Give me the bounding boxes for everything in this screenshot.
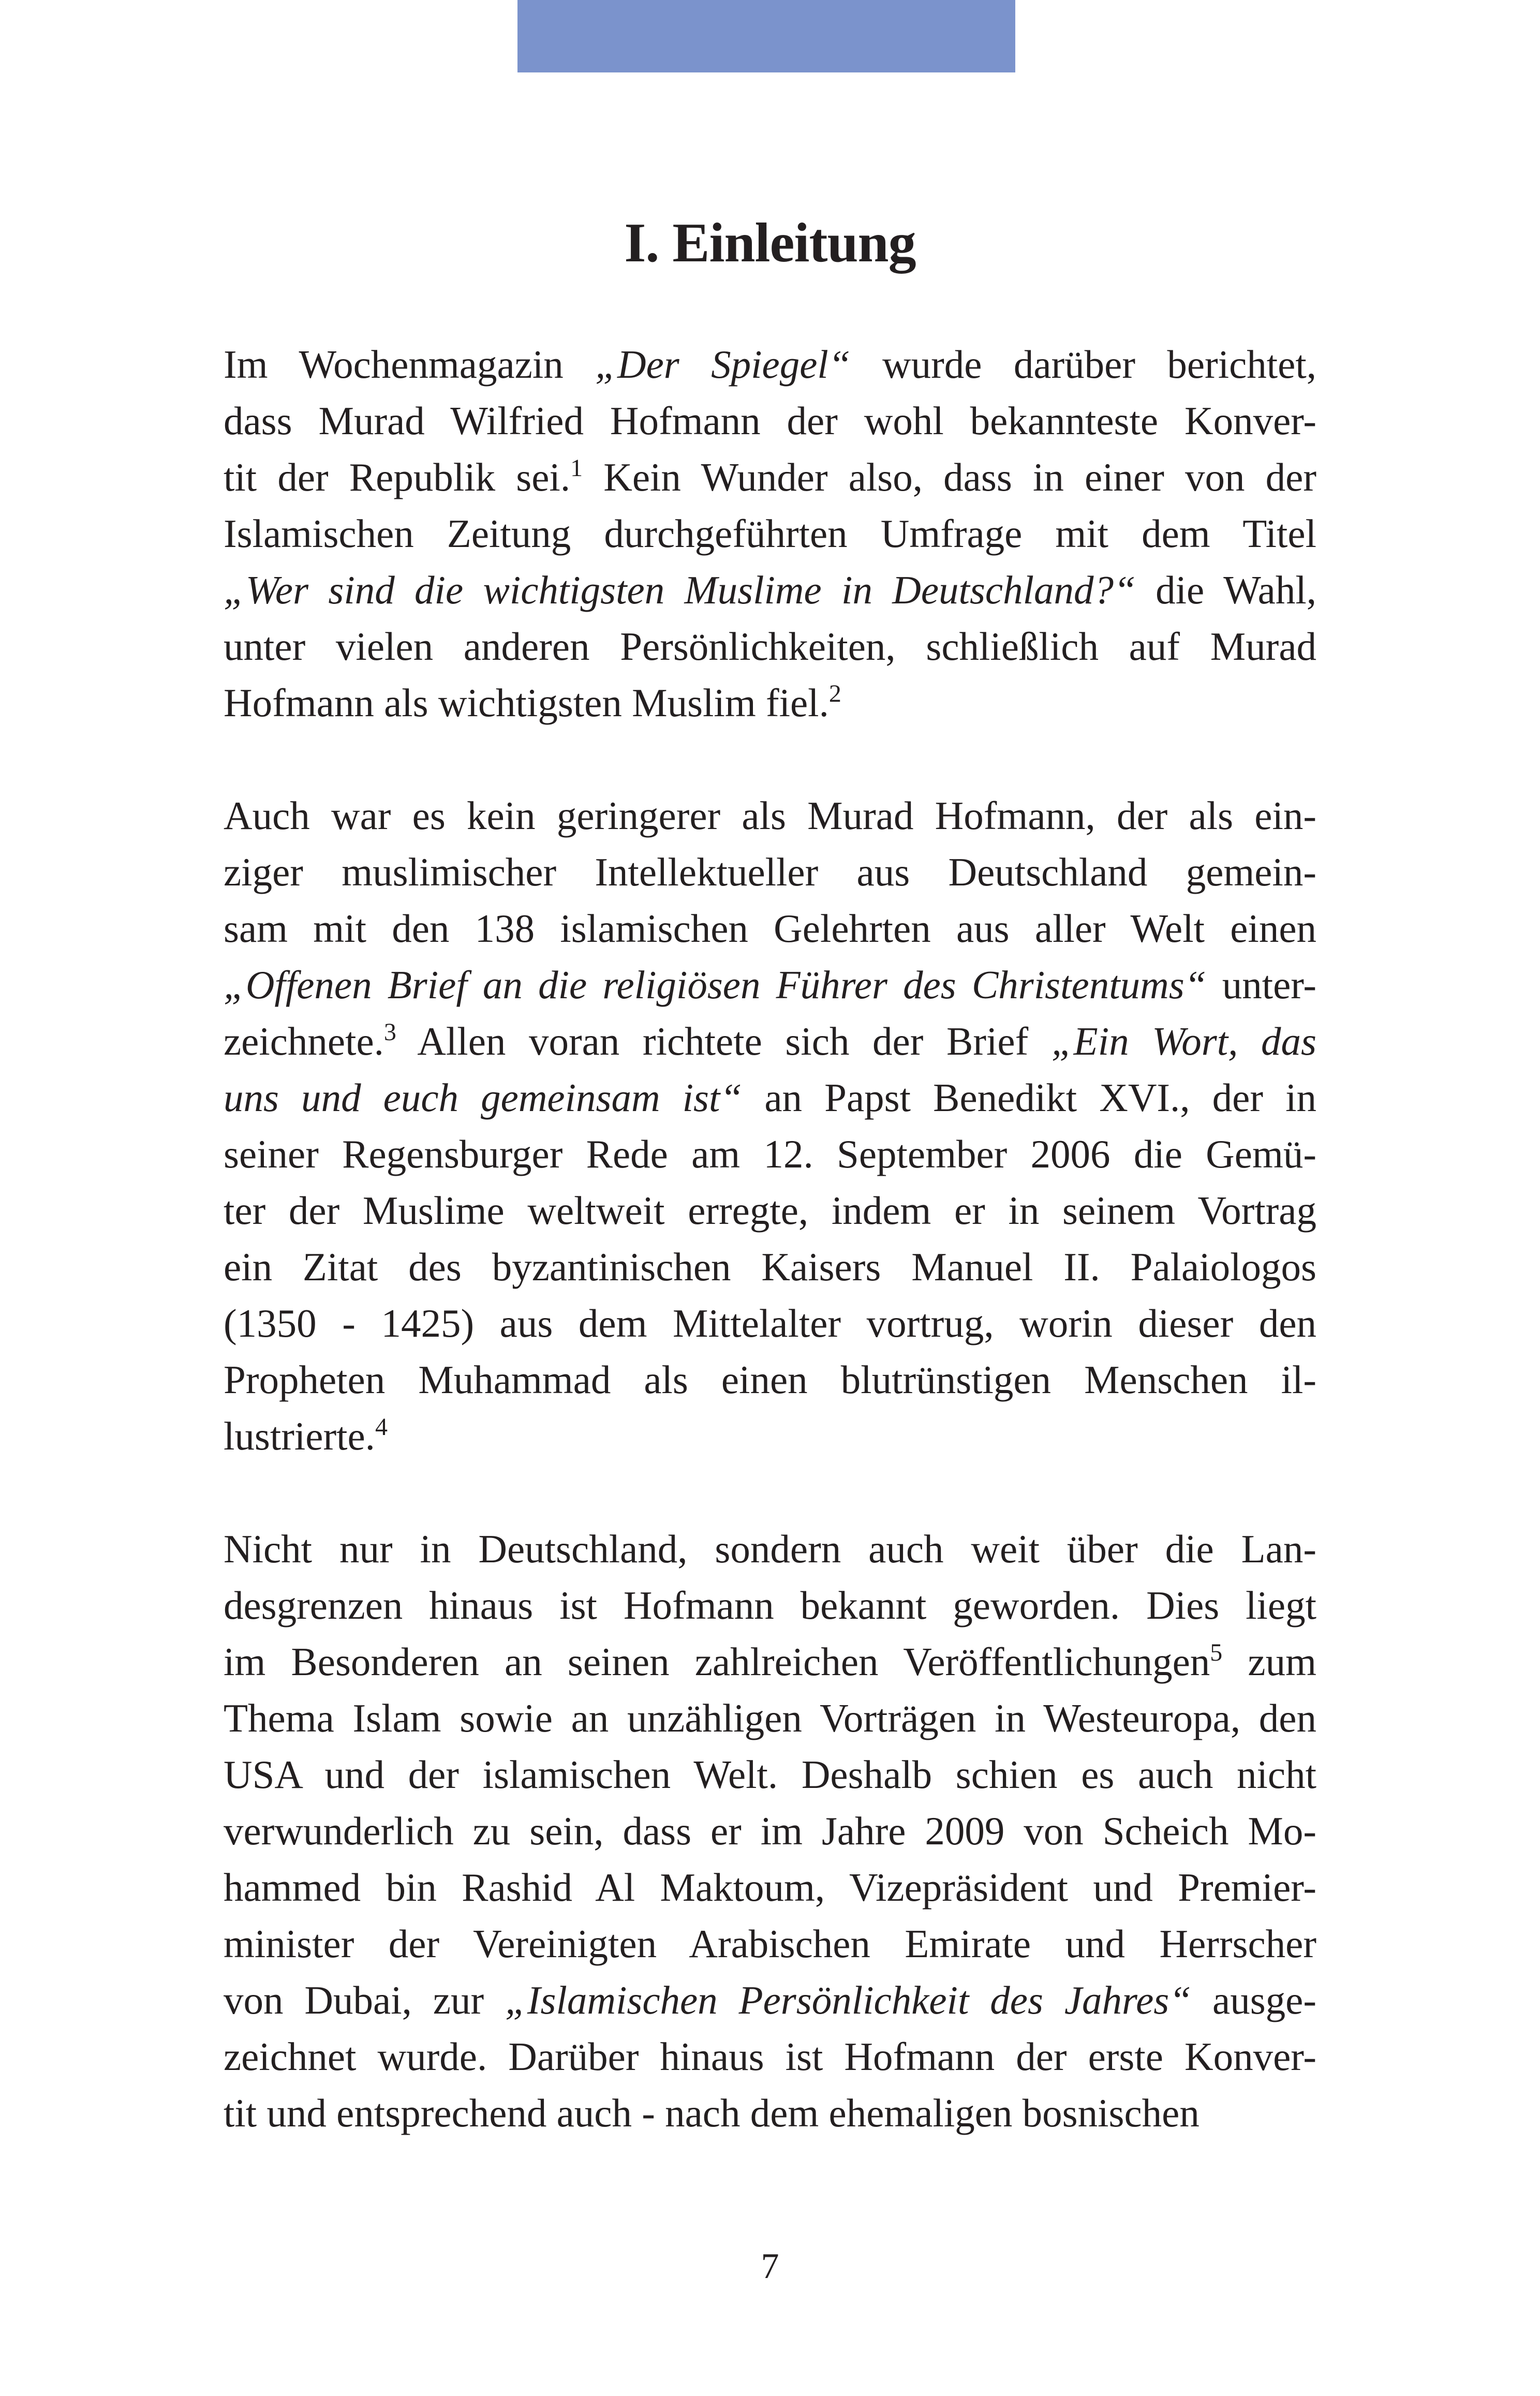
text-line bbox=[224, 1521, 1316, 1577]
footnote-ref: 3 bbox=[383, 1018, 396, 1046]
footnote-ref: 5 bbox=[1210, 1639, 1223, 1666]
text-run: zeichnete. bbox=[224, 1019, 384, 1063]
text-run: hammed bin Rashid Al Maktoum, Vizepräsident und Premier- bbox=[224, 1865, 1316, 1910]
text-run: dass Murad Wilfried Hofmann der wohl bekannteste Konver- bbox=[224, 398, 1316, 443]
text-line bbox=[224, 1916, 1316, 1972]
text-run: im Besonderen an seinen zahlreichen Veröffentlichungen bbox=[224, 1639, 1210, 1684]
text-run: wurde darüber berichtet, bbox=[850, 342, 1316, 387]
text-run: ter der Muslime weltweit erregte, indem er in seinem Vortrag bbox=[224, 1188, 1316, 1233]
text-line bbox=[224, 1070, 1316, 1126]
text-line bbox=[224, 1295, 1316, 1352]
text-run: an Papst Benedikt XVI., der in bbox=[742, 1075, 1316, 1120]
footnote-ref: 2 bbox=[828, 680, 841, 707]
text-run: zum bbox=[1222, 1639, 1316, 1684]
text-line bbox=[224, 1182, 1316, 1239]
page-number: 7 bbox=[761, 2246, 779, 2286]
text-run: unter vielen anderen Persönlichkeiten, schließlich auf Murad bbox=[224, 624, 1316, 669]
text-run: Thema Islam sowie an unzähligen Vorträgen in Westeuropa, den bbox=[224, 1696, 1316, 1740]
text-run: ein Zitat des byzantinischen Kaisers Manuel II. Palaiologos bbox=[224, 1245, 1316, 1289]
text-run: unter- bbox=[1206, 963, 1316, 1007]
italic-title: „Ein Wort, das bbox=[1051, 1019, 1316, 1063]
text-run: Propheten Muhammad als einen blutrünstigen Menschen il- bbox=[224, 1357, 1316, 1402]
italic-title: uns und euch gemeinsam ist“ bbox=[224, 1075, 743, 1120]
paragraph-1 bbox=[224, 336, 1316, 731]
text-line bbox=[224, 1126, 1316, 1182]
text-line bbox=[224, 393, 1316, 449]
text-line bbox=[224, 1408, 1316, 1465]
text-line bbox=[224, 675, 1316, 731]
text-line bbox=[224, 1803, 1316, 1859]
text-line bbox=[224, 788, 1316, 844]
text-run: zeichnet wurde. Darüber hinaus ist Hofmann der erste Konver- bbox=[224, 2034, 1316, 2079]
text-run: lustrierte. bbox=[224, 1414, 375, 1458]
text-run: seiner Regensburger Rede am 12. September 2006 die Gemü- bbox=[224, 1132, 1316, 1176]
paragraph-3 bbox=[224, 1521, 1316, 2141]
text-run: ausge- bbox=[1191, 1978, 1316, 2022]
text-run: ziger muslimischer Intellektueller aus Deutschland gemein- bbox=[224, 850, 1316, 894]
text-run: tit der Republik sei. bbox=[224, 455, 571, 499]
text-run: sam mit den 138 islamischen Gelehrten aus aller Welt einen bbox=[224, 906, 1316, 951]
text-run: Hofmann als wichtigsten Muslim fiel. bbox=[224, 681, 829, 725]
page-body bbox=[224, 336, 1316, 2141]
text-run: Kein Wunder also, dass in einer von der bbox=[583, 455, 1317, 499]
text-line bbox=[224, 1352, 1316, 1408]
italic-title: „Offenen Brief an die religiösen Führer des Christentums“ bbox=[224, 963, 1207, 1007]
text-line bbox=[224, 844, 1316, 900]
text-line bbox=[224, 1239, 1316, 1295]
text-run: desgrenzen hinaus ist Hofmann bekannt geworden. Dies liegt bbox=[224, 1583, 1316, 1628]
text-run: Auch war es kein geringerer als Murad Hofmann, der als ein- bbox=[224, 793, 1316, 838]
text-run: verwunderlich zu sein, dass er im Jahre 2009 von Scheich Mo- bbox=[224, 1809, 1316, 1853]
text-line bbox=[224, 1577, 1316, 1634]
text-line bbox=[224, 1972, 1316, 2029]
footnote-ref: 4 bbox=[375, 1413, 388, 1441]
text-line bbox=[224, 900, 1316, 957]
text-line bbox=[224, 957, 1316, 1013]
text-line bbox=[224, 1747, 1316, 1803]
text-run: Im Wochenmagazin bbox=[224, 342, 596, 387]
italic-title: „Der Spiegel“ bbox=[595, 342, 851, 387]
italic-title: „Islamischen Persönlichkeit des Jahres“ bbox=[505, 1978, 1192, 2022]
text-line bbox=[224, 1859, 1316, 1916]
text-run: Allen voran richtete sich der Brief bbox=[396, 1019, 1052, 1063]
text-run: (1350 - 1425) aus dem Mittelalter vortrug, worin dieser den bbox=[224, 1301, 1316, 1345]
text-line bbox=[224, 1634, 1316, 1690]
header-accent-bar bbox=[517, 0, 1015, 72]
text-run: die Wahl, bbox=[1135, 568, 1316, 612]
text-line bbox=[224, 2029, 1316, 2085]
text-line bbox=[224, 336, 1316, 393]
text-run: Nicht nur in Deutschland, sondern auch weit über die Lan- bbox=[224, 1527, 1316, 1571]
text-run: Islamischen Zeitung durchgeführten Umfrage mit dem Titel bbox=[224, 511, 1316, 556]
text-line bbox=[224, 1690, 1316, 1747]
text-run: tit und entsprechend auch - nach dem ehemaligen bosnischen bbox=[224, 2091, 1200, 2135]
text-run: USA und der islamischen Welt. Deshalb schien es auch nicht bbox=[224, 1752, 1316, 1797]
text-line bbox=[224, 618, 1316, 675]
chapter-title: I. Einleitung bbox=[624, 212, 916, 274]
text-line bbox=[224, 562, 1316, 618]
text-run: von Dubai, zur bbox=[224, 1978, 506, 2022]
paragraph-2 bbox=[224, 788, 1316, 1465]
text-run: minister der Vereinigten Arabischen Emirate und Herrscher bbox=[224, 1921, 1316, 1966]
text-line bbox=[224, 506, 1316, 562]
footnote-ref: 1 bbox=[570, 454, 583, 482]
italic-title: „Wer sind die wichtigsten Muslime in Deutschland?“ bbox=[224, 568, 1136, 612]
text-line bbox=[224, 449, 1316, 506]
text-line bbox=[224, 2085, 1316, 2141]
text-line bbox=[224, 1013, 1316, 1070]
